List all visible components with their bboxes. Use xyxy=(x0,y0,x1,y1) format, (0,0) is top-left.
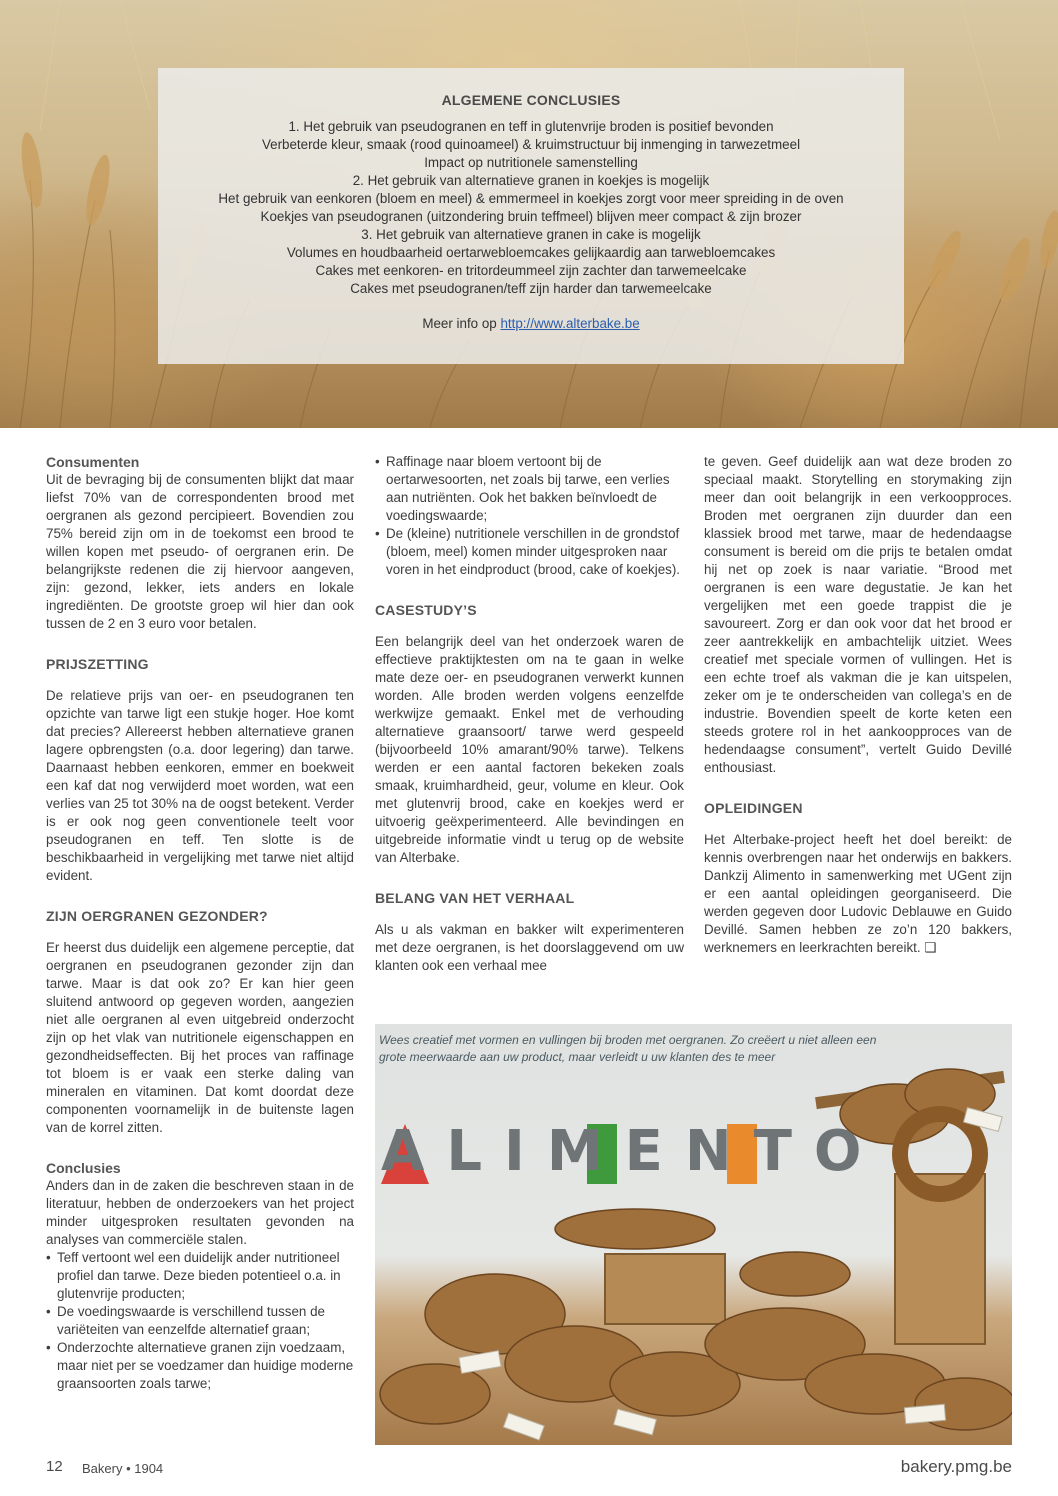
conclusion-line: Verbeterde kleur, smaak (rood quinoameel) & kruimstructuur bij inmenging in tarwezetmeel xyxy=(261,137,801,152)
heading-casestudys: CASESTUDY’S xyxy=(375,602,477,618)
heading-opleidingen: OPLEIDINGEN xyxy=(704,800,803,816)
bread-loaf xyxy=(915,1378,1012,1430)
nutrition-bullet-list xyxy=(375,453,684,579)
label-card xyxy=(503,1413,544,1440)
end-mark-icon: ❑ xyxy=(924,940,937,955)
list-item: • De (kleine) nutritionele verschillen in de grondstof (bloem, meel) komen minder uitgesproken naar voren in het eindproduct (brood, cake of koekjes). xyxy=(375,525,684,579)
more-info xyxy=(158,316,904,331)
paragraph-gezonder: Er heerst dus duidelijk een algemene perceptie, dat oergranen en pseudogranen gezonder zijn dan tarwe. Maar is dat ook zo? Er kan hier geen sluitend antwoord op gegeven worden, aangezien niet alle oergranen al even uitgebreid onderzocht zijn op het vlak van nutritionele eigenschappen en gezondheidseffecten. Bij het proces van raffinage tot bloem is er vaak een sterke daling van mineralen en vitaminen. Dat komt doordat deze componenten voornamelijk in de buitenste lagen van de korrel zitten. xyxy=(46,940,354,1135)
paragraph-casestudys: Een belangrijk deel van het onderzoek waren de effectieve praktijktesten om na te gaan in welke mate deze oer- en pseudogranen verwerkt kunnen worden. Alle broden werden volgens eenzelfde werkwijze gemaakt. Enkel met de verhouding alternatieve graansoort/ tarwe werd gespeeld (bijvoorbeeld 10% amarant/90% tarwe). Telkens werden er een aantal factoren bekeken zoals smaak, kruimhardheid, geur, volume en kleur. Ook met glutenvrij brood, cake en koekjes werd er uitvoerig geëxperimenteerd. Alle bevindingen en uitgebreide informatie vindt u terug op de website van Alterbake. xyxy=(375,634,684,865)
conclusion-line: Cakes met eenkoren- en tritordeummeel zijn zachter dan tarwemeelcake xyxy=(315,263,747,278)
photo-caption: Wees creatief met vormen en vullingen bij broden met oergranen. Zo creëert u niet alleen een grote meerwaarde aan uw product, maar verleidt u uw klanten des te meer xyxy=(379,1033,877,1064)
paragraph-prijszetting: De relatieve prijs van oer- en pseudogranen ten opzichte van tarwe ligt een stukje hoger. Hoe komt dat precies? Allereerst hebben alternatieve granen lagere opbrengsten (o.a. door legering) dan tarwe. Daarnaast hebben eenkoren, emmer en boekweit een kaf dat nog verwijderd moet worden, wat een verlies van 25 tot 30% na de oogst betekent. Verder is er ook nog geen conventionele teelt voor pseudogranen en teff. Ten slotte is de beschikbaarheid in vergelijking met tarwe niet altijd evident. xyxy=(46,688,354,883)
conclusies-bullet-list xyxy=(46,1249,354,1393)
page-number: 12 xyxy=(46,1458,63,1475)
conclusion-line: 3. Het gebruik van alternatieve granen in cake is mogelijk xyxy=(361,227,701,242)
column-1 xyxy=(46,453,354,1393)
conclusions-title: ALGEMENE CONCLUSIES xyxy=(441,92,621,108)
heading-belang-verhaal: BELANG VAN HET VERHAAL xyxy=(375,890,575,906)
magazine-issue: Bakery • 1904 xyxy=(82,1461,164,1476)
heading-consumenten: Consumenten xyxy=(46,454,140,470)
list-item: • Onderzochte alternatieve granen zijn voedzaam, maar niet per se voedzamer dan huidige moderne graansoorten zoals tarwe; xyxy=(46,1339,354,1393)
list-item: • De voedingswaarde is verschillend tussen de variëteiten van eenzelfde alternatief graan; xyxy=(46,1303,354,1339)
alimento-logo-text: ALIMENTO xyxy=(381,1119,884,1184)
conclusions-lines xyxy=(158,118,904,298)
conclusion-line: Het gebruik van eenkoren (bloem en meel) & emmermeel in koekjes zorgt voor meer spreiding in de oven xyxy=(218,191,844,206)
column-3 xyxy=(704,453,1012,957)
column-2 xyxy=(375,453,684,975)
label-card xyxy=(459,1351,501,1374)
bread-display-illustration xyxy=(375,1024,1012,1445)
opleidingen-text: Het Alterbake-project heeft het doel bereikt: de kennis overbrengen naar het onderwijs en bakkers. Dankzij Alimento in samenwerking met UGent zijn er een aantal opleidingen georganiseerd. Die werden gegeven door Ludovic Deblauwe en Guido Devillé. Samen hebben ze zo’n 120 bakkers, werknemers en leerkrachten bereikt. xyxy=(704,832,1012,955)
crate xyxy=(605,1254,725,1324)
conclusion-line: 2. Het gebruik van alternatieve granen in koekjes is mogelijk xyxy=(352,173,710,188)
heading-gezonder: ZIJN OERGRANEN GEZONDER? xyxy=(46,908,268,924)
conclusion-line: Volumes en houdbaarheid oertarwebloemcakes gelijkaardig aan tarwebloemcakes xyxy=(286,245,776,260)
alterbake-link[interactable]: http://www.alterbake.be xyxy=(500,316,640,331)
label-card xyxy=(904,1404,945,1423)
bread-display-photo xyxy=(375,1024,1012,1445)
list-item: • Teff vertoont wel een duidelijk ander nutritioneel profiel dan tarwe. Deze bieden potentieel o.a. in glutenvrije producten; xyxy=(46,1249,354,1303)
bread-loaf xyxy=(380,1364,490,1424)
conclusion-line: Cakes met pseudogranen/teff zijn harder dan tarwemeelcake xyxy=(350,281,712,296)
heading-prijszetting: PRIJSZETTING xyxy=(46,656,149,672)
conclusion-line: Koekjes van pseudogranen (uitzondering bruin teffmeel) blijven meer compact & zijn brozer xyxy=(260,209,802,224)
bread-loaf xyxy=(555,1209,715,1249)
conclusion-line: Impact op nutritionele samenstelling xyxy=(424,155,638,170)
bread-loaf xyxy=(740,1252,850,1296)
paragraph-conclusies: Anders dan in de zaken die beschreven staan in de literatuur, hebben de onderzoekers van het project minder uitgesproken resultaten gevonden na analyses van commerciële stalen. xyxy=(46,1178,354,1247)
paragraph-consumenten: Uit de bevraging bij de consumenten blijkt dat maar liefst 70% van de correspondenten brood met oergranen als gezond percipieert. Bovendien zou 75% bereid zijn om in de toekomst een brood te willen kopen met pseudo- of oergranen erin. De belangrijkste redenen die zij hiervoor aangeven, zijn: gezond, lekker, iets anders en lokale ingrediënten. De grootste groep wil hier dan ook tussen de 2 en 3 euro voor betalen. xyxy=(46,472,354,631)
heading-conclusies: Conclusies xyxy=(46,1160,121,1176)
hero-wheat-image xyxy=(0,0,1058,428)
list-item: • Raffinage naar bloem vertoont bij de oertarwesoorten, net zoals bij tarwe, een verlies aan nutriënten. Ook het bakken beïnvloedt de voedingswaarde; xyxy=(375,453,684,525)
paragraph-opleidingen xyxy=(704,831,1012,957)
conclusions-box xyxy=(158,68,904,364)
paragraph-verhaal-vervolg: te geven. Geef duidelijk aan wat deze broden zo speciaal maakt. Storytelling en storymaking zijn meer dan ooit belangrijk in een verkoopproces. Broden met oergranen zijn duurder dan een klassiek brood met tarwe, maar de hedendaagse consument is bereid om die prijs te betalen omdat hij net op zoek is naar variatie. “Brood met oergranen is een ware degustatie. Je kan het vergelijken met een goede trappist die je savoureert. Zorg er dan ook voor dat het brood er zeer aantrekkelijk en ambachtelijk uitziet. Wees creatief met speciale vormen of vullingen. Het is een echte troef als vakman die je kan uitspelen, zeker om je te onderscheiden van collega’s en de industrie. Bovendien speelt de korte keten een steeds grotere rol in het aankoopproces van de hedendaagse consument”, vertelt Guido Devillé enthousiast. xyxy=(704,454,1012,775)
conclusion-line: 1. Het gebruik van pseudogranen en teff in glutenvrije broden is positief bevonden xyxy=(288,119,774,134)
site-url[interactable]: bakery.pmg.be xyxy=(900,1457,1012,1476)
more-info-label: Meer info op xyxy=(422,316,501,331)
paragraph-belang-verhaal: Als u als vakman en bakker wilt experimenteren met deze oergranen, is het doorslaggevend om uw klanten ook een verhaal mee xyxy=(375,922,684,973)
